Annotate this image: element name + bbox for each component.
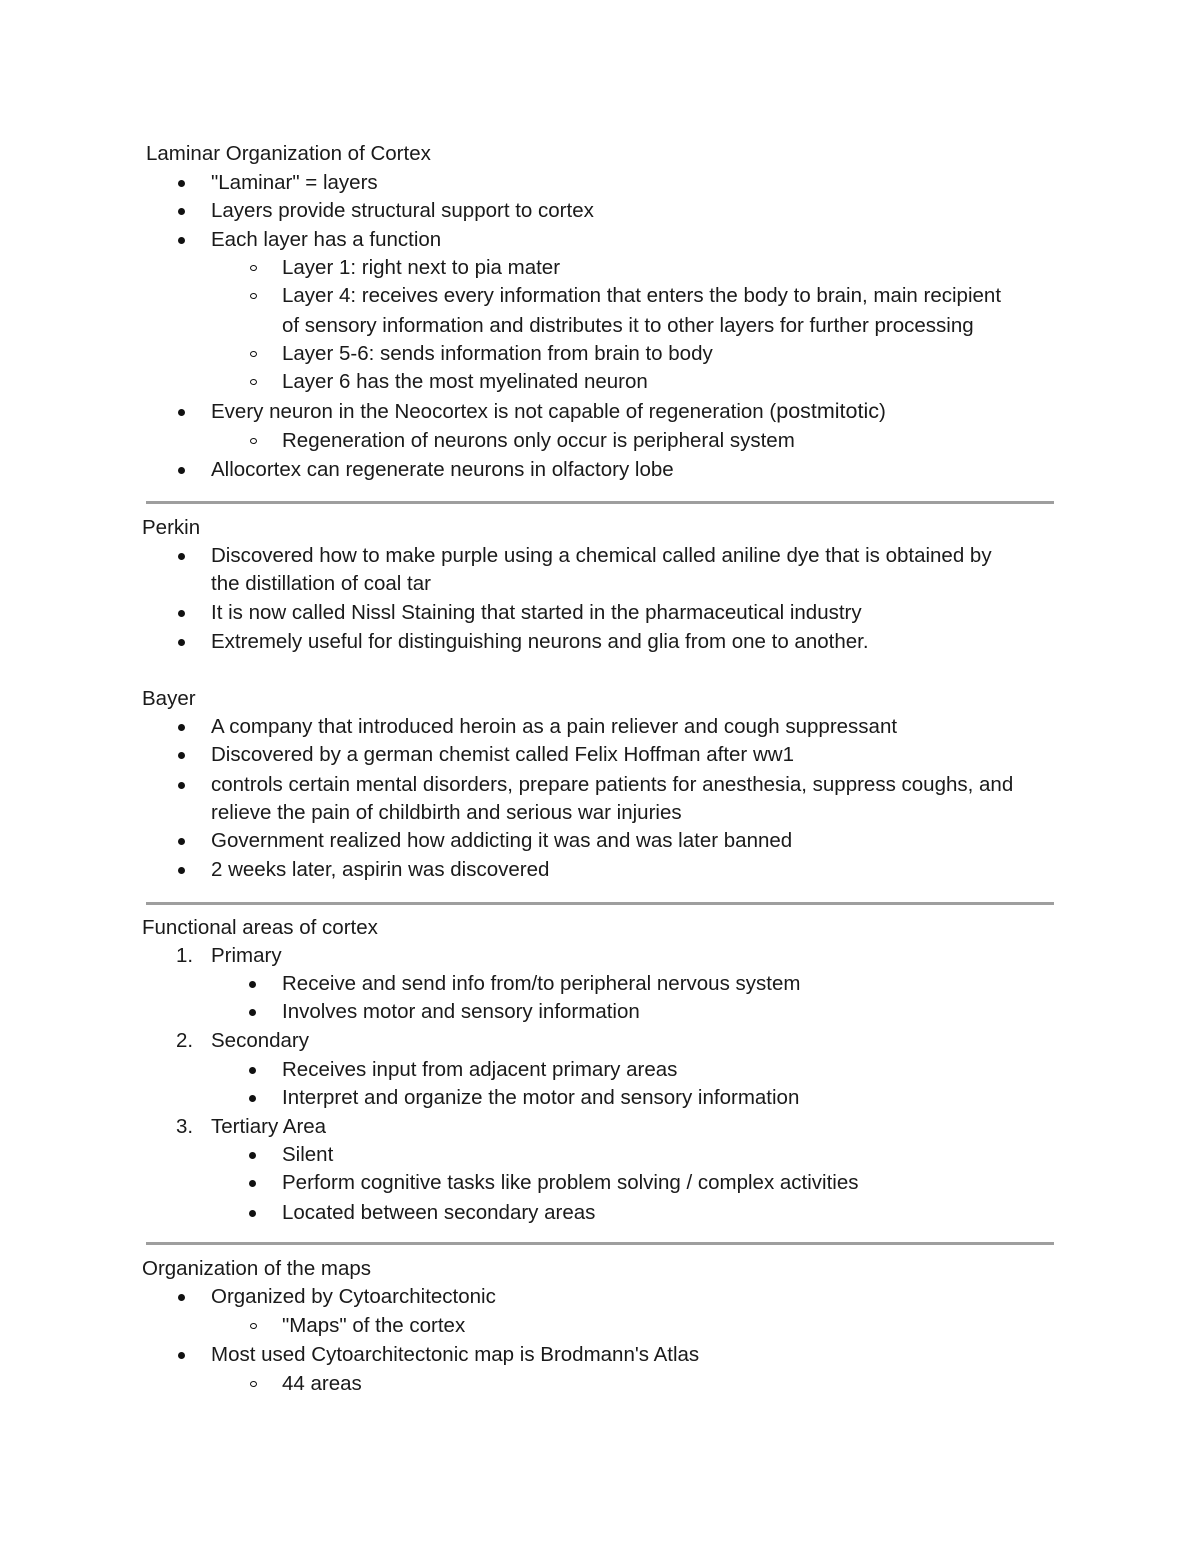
hollow-bullet-icon (250, 438, 257, 444)
list-item: Perform cognitive tasks like problem solving / complex activities (282, 1171, 859, 1194)
list-item: Interpret and organize the motor and sensory information (282, 1086, 800, 1109)
bullet-icon (178, 237, 185, 244)
list-item: Organized by Cytoarchitectonic (211, 1285, 496, 1308)
list-item: Layer 1: right next to pia mater (282, 256, 561, 279)
hollow-bullet-icon (250, 293, 257, 299)
section-title-perkin: Perkin (142, 516, 201, 539)
bullet-icon (178, 1294, 185, 1301)
numbered-item: Primary (211, 944, 282, 967)
list-item: Discovered by a german chemist called Felix Hoffman after ww1 (211, 743, 794, 766)
list-item: "Laminar" = layers (211, 171, 378, 194)
list-item: 44 areas (282, 1372, 362, 1395)
hollow-bullet-icon (250, 351, 257, 357)
list-item: Layer 4: receives every information that enters the body to brain, main recipient (282, 284, 1002, 307)
bullet-icon (178, 409, 185, 416)
list-item: Layers provide structural support to cortex (211, 199, 594, 222)
list-item-continuation: the distillation of coal tar (211, 572, 431, 595)
bullet-icon (249, 1210, 256, 1217)
bullet-icon (178, 180, 185, 187)
list-item: Layer 5-6: sends information from brain to body (282, 342, 713, 365)
list-item: Discovered how to make purple using a chemical called aniline dye that is obtained by (211, 544, 992, 567)
list-number: 3. (176, 1115, 194, 1138)
bullet-icon (178, 467, 185, 474)
numbered-item: Secondary (211, 1029, 310, 1052)
list-item: Receive and send info from/to peripheral nervous system (282, 972, 801, 995)
bullet-icon (178, 867, 185, 874)
list-item (211, 397, 886, 425)
list-item-text: Every neuron in the Neocortex is not capable of regeneration ( (211, 400, 777, 423)
bullet-icon (249, 1095, 256, 1102)
bullet-icon (178, 1352, 185, 1359)
horizontal-rule (146, 1242, 1054, 1245)
list-item: Regeneration of neurons only occur is peripheral system (282, 429, 795, 452)
list-item: Each layer has a function (211, 228, 442, 251)
section-title-laminar: Laminar Organization of Cortex (146, 142, 431, 165)
list-item: Receives input from adjacent primary areas (282, 1058, 678, 1081)
bullet-icon (178, 610, 185, 617)
list-item: "Maps" of the cortex (282, 1314, 466, 1337)
list-item: It is now called Nissl Staining that started in the pharmaceutical industry (211, 601, 862, 624)
bullet-icon (249, 1009, 256, 1016)
bullet-icon (249, 1152, 256, 1159)
bullet-icon (178, 782, 185, 789)
list-item: Most used Cytoarchitectonic map is Brodmann's Atlas (211, 1343, 700, 1366)
postmitotic-term: postmitotic (776, 399, 879, 423)
bullet-icon (178, 553, 185, 560)
list-item: Allocortex can regenerate neurons in olfactory lobe (211, 458, 674, 481)
section-title-maps: Organization of the maps (142, 1257, 372, 1280)
numbered-item: Tertiary Area (211, 1115, 327, 1138)
bullet-icon (178, 639, 185, 646)
list-item: Government realized how addicting it was and was later banned (211, 829, 793, 852)
horizontal-rule (146, 902, 1054, 905)
bullet-icon (249, 1067, 256, 1074)
section-title-bayer: Bayer (142, 687, 196, 710)
hollow-bullet-icon (250, 379, 257, 385)
list-item-text-end: ) (879, 400, 886, 423)
bullet-icon (178, 724, 185, 731)
section-title-functional: Functional areas of cortex (142, 916, 378, 939)
bullet-icon (178, 752, 185, 759)
list-item: Located between secondary areas (282, 1201, 596, 1224)
list-item-continuation: of sensory information and distributes it to other layers for further processing (282, 314, 974, 337)
list-item: 2 weeks later, aspirin was discovered (211, 858, 550, 881)
bullet-icon (249, 1180, 256, 1187)
hollow-bullet-icon (250, 1323, 257, 1329)
list-item: A company that introduced heroin as a pain reliever and cough suppressant (211, 715, 898, 738)
list-item: Layer 6 has the most myelinated neuron (282, 370, 648, 393)
bullet-icon (178, 208, 185, 215)
horizontal-rule (146, 501, 1054, 504)
bullet-icon (178, 838, 185, 845)
list-item: controls certain mental disorders, prepare patients for anesthesia, suppress coughs, and (211, 773, 1014, 796)
hollow-bullet-icon (250, 1381, 257, 1387)
list-number: 2. (176, 1029, 194, 1052)
hollow-bullet-icon (250, 265, 257, 271)
list-item: Extremely useful for distinguishing neurons and glia from one to another. (211, 630, 869, 653)
bullet-icon (249, 981, 256, 988)
list-item-continuation: relieve the pain of childbirth and serious war injuries (211, 801, 682, 824)
list-item: Silent (282, 1143, 334, 1166)
list-number: 1. (176, 944, 194, 967)
list-item: Involves motor and sensory information (282, 1000, 640, 1023)
